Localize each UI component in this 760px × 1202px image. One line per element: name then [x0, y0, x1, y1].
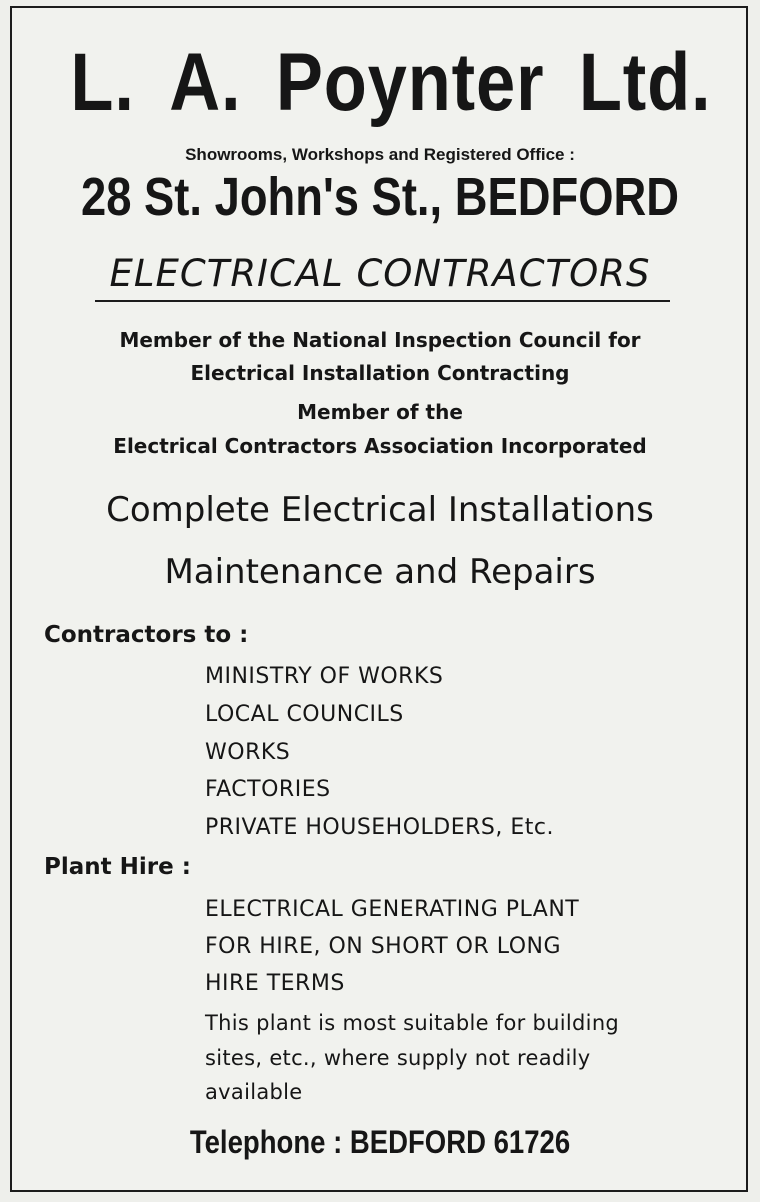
plant-hire-note-line: This plant is most suitable for building — [205, 1011, 620, 1035]
membership-line: Electrical Installation Contracting — [190, 361, 570, 385]
membership-line: Member of the — [297, 400, 463, 424]
services-title: ELECTRICAL CONTRACTORS — [109, 252, 651, 295]
headline-line: Complete Electrical Installations — [106, 490, 654, 530]
showrooms-line: Showrooms, Workshops and Registered Office : — [185, 145, 575, 164]
contractors-item: PRIVATE HOUSEHOLDERS, Etc. — [205, 815, 554, 840]
company-name — [53, 36, 712, 130]
plant-hire-heading: Plant Hire : — [44, 854, 191, 880]
plant-hire-item: ELECTRICAL GENERATING PLANT — [205, 897, 580, 922]
company-initial-1: L. — [70, 37, 135, 128]
plant-hire-item: FOR HIRE, ON SHORT OR LONG — [205, 934, 562, 959]
membership-line: Electrical Contractors Association Incorporated — [113, 434, 647, 458]
contractors-item: LOCAL COUNCILS — [205, 702, 404, 727]
address: 28 St. John's St., BEDFORD — [80, 167, 680, 227]
contractors-heading: Contractors to : — [44, 622, 249, 648]
membership-line: Member of the National Inspection Council for — [119, 328, 641, 352]
company-suffix: Ltd. — [578, 37, 712, 128]
title-underline — [95, 300, 670, 302]
contractors-item: FACTORIES — [205, 777, 331, 802]
plant-hire-note-line: available — [205, 1080, 303, 1104]
plant-hire-note-line: sites, etc., where supply not readily — [205, 1046, 591, 1070]
contractors-item: MINISTRY OF WORKS — [205, 664, 444, 689]
telephone: Telephone : BEDFORD 61726 — [189, 1124, 571, 1160]
company-initial-2: A. — [169, 37, 242, 128]
company-surname: Poynter — [275, 37, 545, 128]
headline-line: Maintenance and Repairs — [164, 552, 596, 592]
contractors-item: WORKS — [205, 740, 291, 765]
plant-hire-item: HIRE TERMS — [205, 971, 345, 996]
